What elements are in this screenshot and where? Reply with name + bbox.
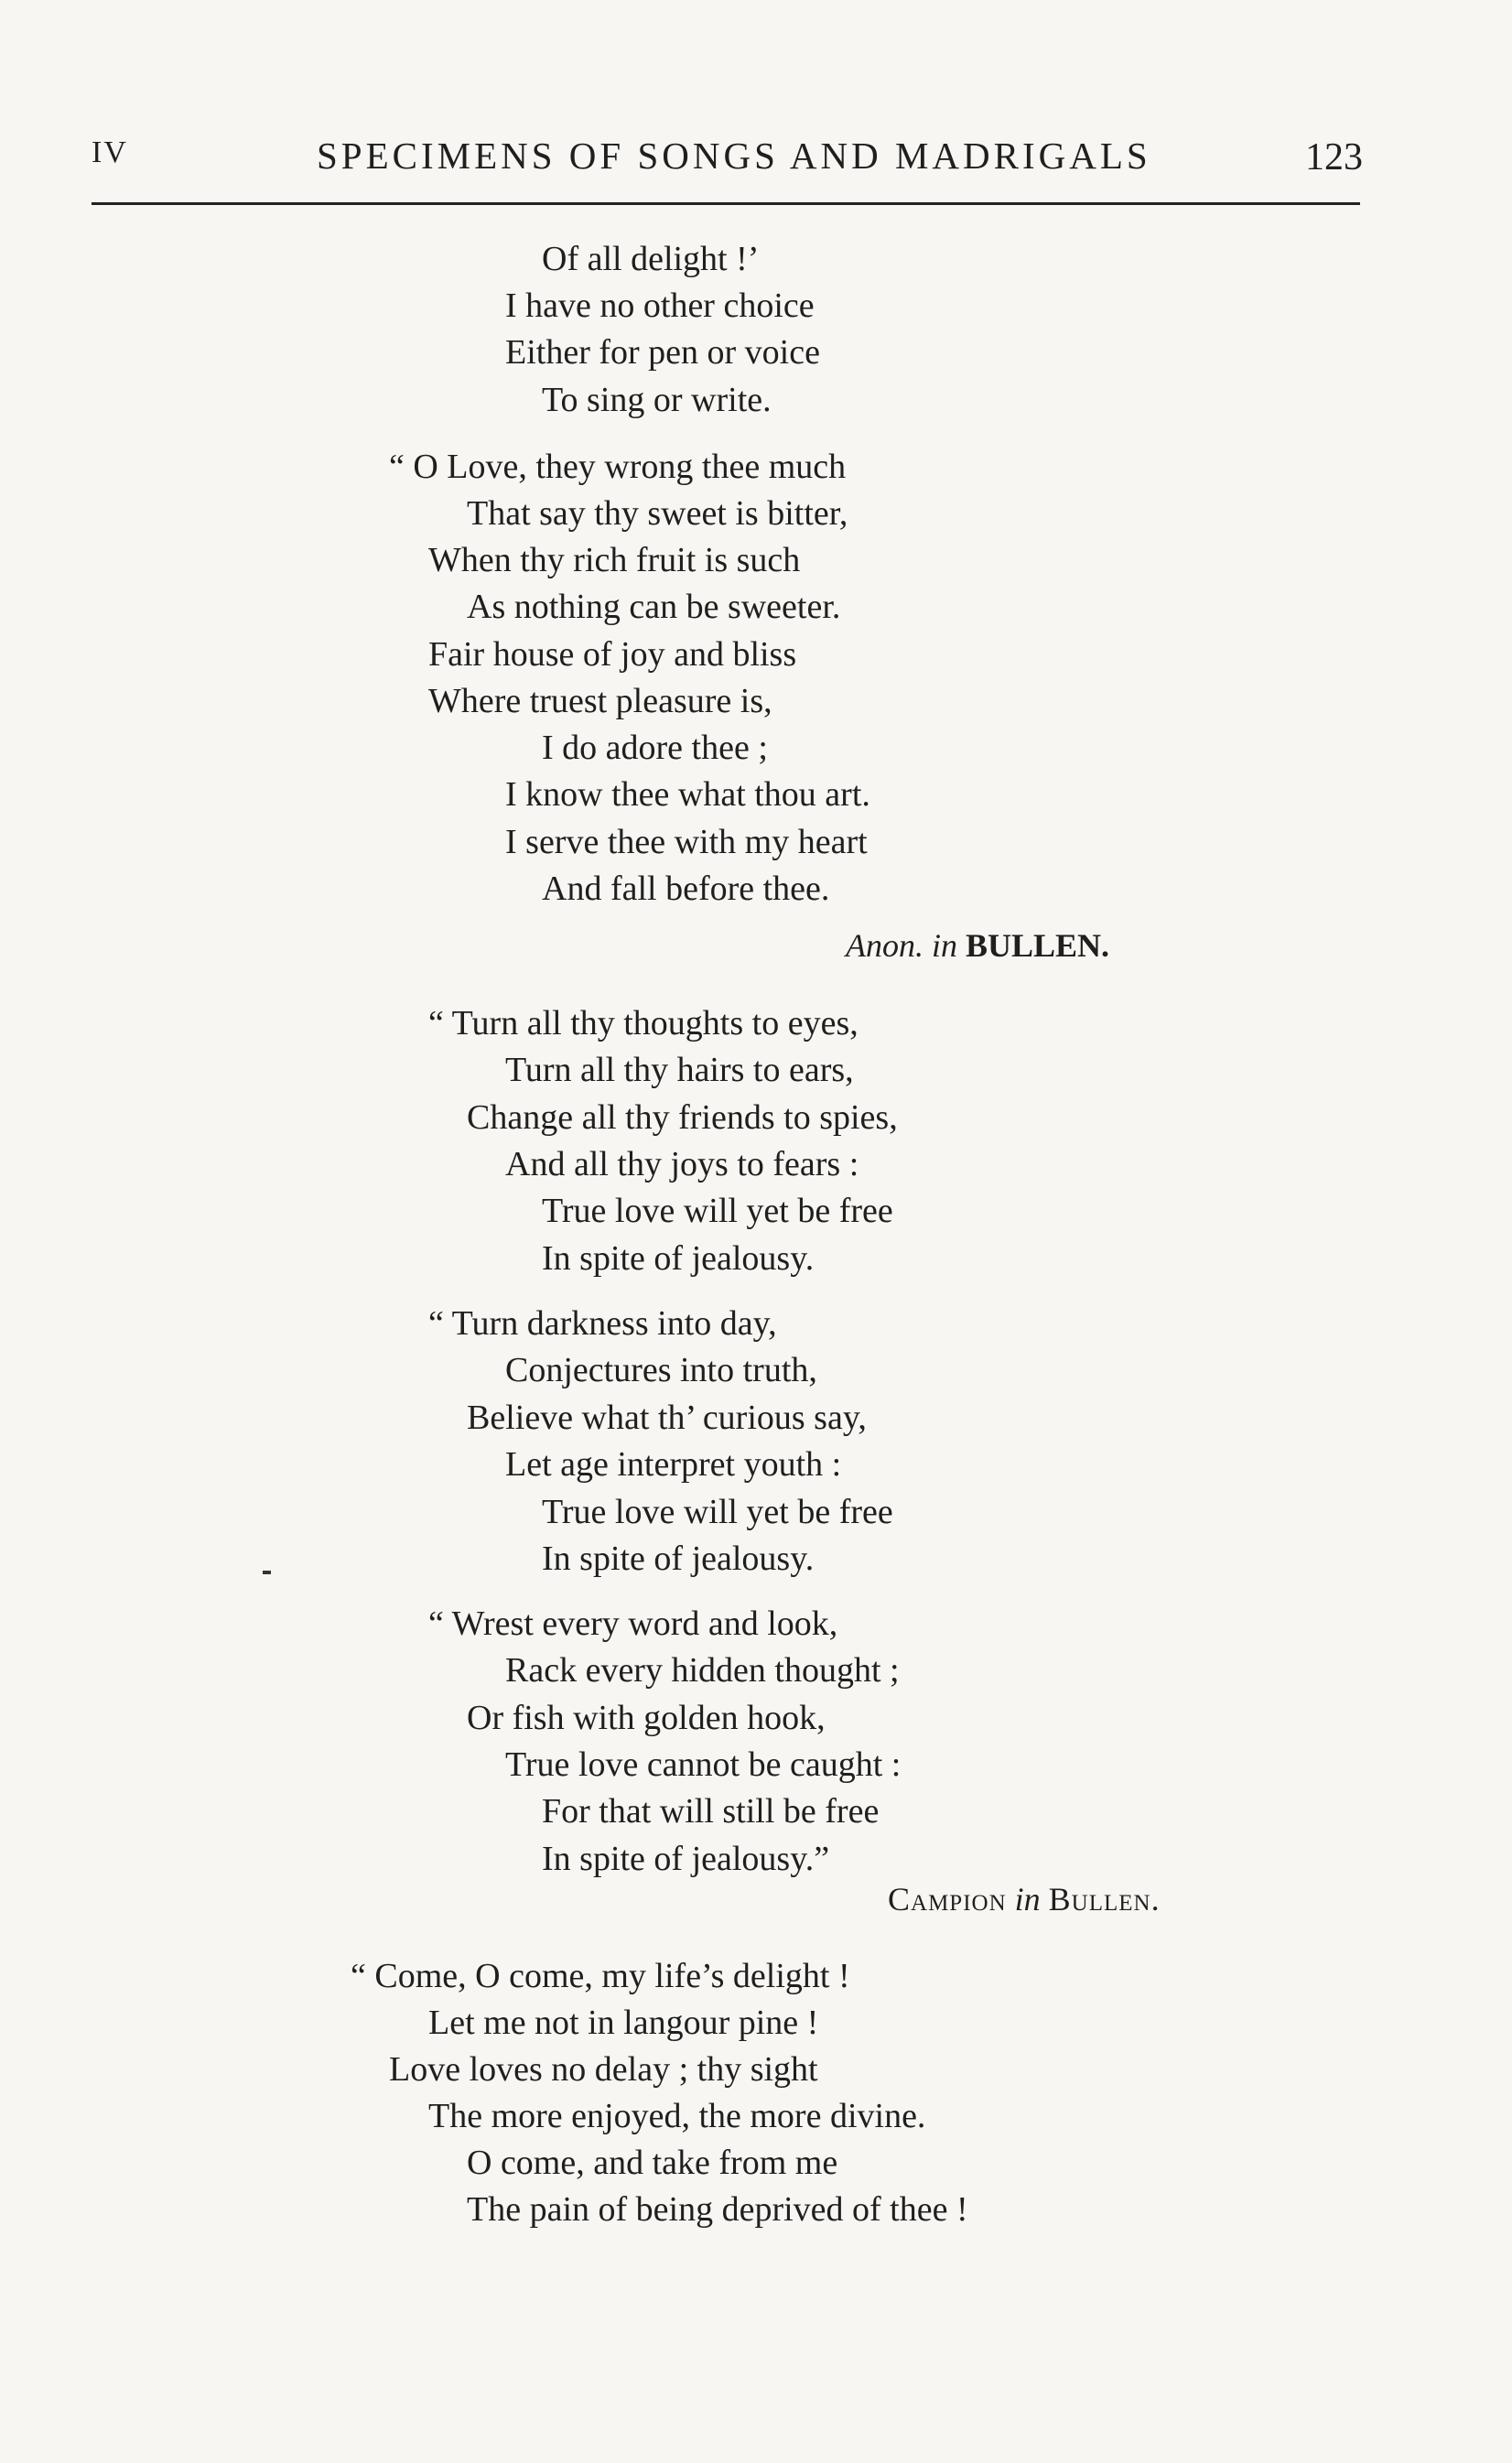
attribution-source: BULLEN.: [966, 927, 1110, 964]
poem-line: I know thee what thou art.: [505, 775, 870, 814]
attribution-source: Bullen.: [1048, 1881, 1161, 1917]
poem-line: As nothing can be sweeter.: [467, 588, 841, 626]
poem-line: Or fish with golden hook,: [467, 1699, 826, 1737]
poem-line: That say thy sweet is bitter,: [467, 494, 848, 533]
poem-line: Love loves no delay ; thy sight: [389, 2050, 818, 2089]
poem-line: Of all delight !’: [542, 240, 760, 278]
poem-line: Fair house of joy and bliss: [428, 635, 797, 674]
poem-line: O come, and take from me: [467, 2144, 838, 2182]
running-title: SPECIMENS OF SONGS AND MADRIGALS: [317, 135, 1151, 177]
poem-line: To sing or write.: [542, 381, 772, 419]
poem-line: I do adore thee ;: [542, 729, 768, 767]
poem-line: In spite of jealousy.: [542, 1539, 815, 1578]
attribution-author: Campion: [888, 1881, 1007, 1917]
poem-line: In spite of jealousy.”: [542, 1840, 830, 1878]
poem-line: When thy rich fruit is such: [428, 541, 801, 579]
poem-line: “ O Love, they wrong thee much: [389, 448, 847, 486]
poem-line: Change all thy friends to spies,: [467, 1098, 898, 1137]
poem-line: Believe what th’ curious say,: [467, 1399, 867, 1437]
page-number: 123: [1305, 136, 1363, 178]
poem-line: For that will still be free: [542, 1792, 880, 1831]
poem-line: The pain of being deprived of thee !: [467, 2190, 968, 2229]
poem-line: Let age interpret youth :: [505, 1445, 842, 1484]
attribution: [846, 929, 1109, 962]
poem-line: I have no other choice: [505, 286, 815, 325]
poem-line: And all thy joys to fears :: [505, 1145, 859, 1183]
poem-line: And fall before thee.: [542, 870, 830, 908]
poem-line: True love will yet be free: [542, 1192, 893, 1230]
poem-line: Let me not in langour pine !: [428, 2004, 819, 2042]
poem-line: True love cannot be caught :: [505, 1745, 902, 1784]
poem-line: “ Come, O come, my life’s delight !: [351, 1957, 850, 1995]
poem-line: “ Turn darkness into day,: [428, 1304, 777, 1343]
poem-line: The more enjoyed, the more divine.: [428, 2097, 926, 2135]
poem-line: “ Wrest every word and look,: [428, 1604, 838, 1643]
page-header: [0, 0, 1512, 220]
poem-line: Where truest pleasure is,: [428, 682, 772, 720]
poem-line: Rack every hidden thought ;: [505, 1651, 900, 1690]
chapter-number: IV: [92, 135, 128, 169]
poem-line: True love will yet be free: [542, 1493, 893, 1531]
poem-line: “ Turn all thy thoughts to eyes,: [428, 1004, 859, 1042]
attribution-author: Anon.: [846, 927, 923, 964]
poem-line: Either for pen or voice: [505, 333, 820, 372]
margin-mark: [263, 1571, 271, 1574]
header-rule: [92, 202, 1360, 205]
poem-line: Turn all thy hairs to ears,: [505, 1051, 854, 1089]
poem-line: In spite of jealousy.: [542, 1239, 815, 1278]
attribution-connector: in: [932, 927, 958, 964]
attribution-connector: in: [1014, 1881, 1041, 1917]
poem-line: Conjectures into truth,: [505, 1351, 817, 1389]
attribution: [888, 1883, 1161, 1916]
poem-line: I serve thee with my heart: [505, 823, 868, 861]
